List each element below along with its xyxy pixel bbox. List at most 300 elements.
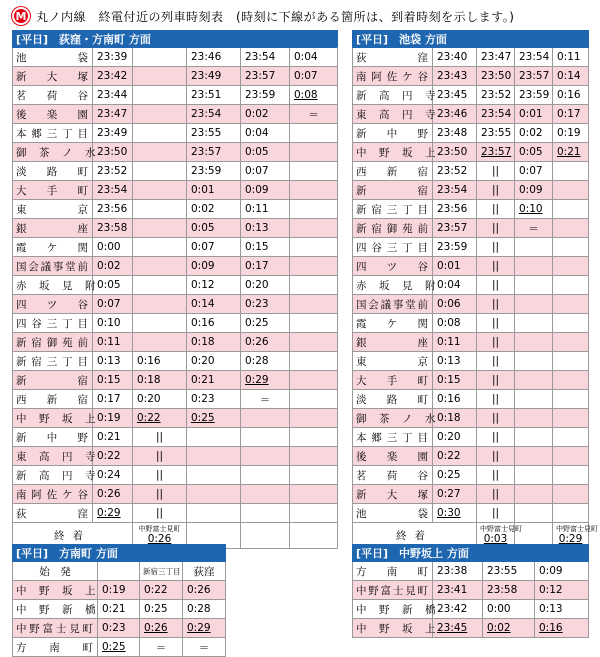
station-name: 新宿御苑前: [353, 219, 433, 238]
time-cell: 0:07: [290, 67, 338, 86]
station-name: 新 大 塚: [13, 67, 93, 86]
time-cell: 23:49: [93, 124, 133, 143]
table-row: [353, 276, 589, 295]
time-cell: 23:50: [433, 143, 477, 162]
time-cell: 23:54: [93, 181, 133, 200]
table-row: [13, 390, 338, 409]
table-heading-row: [13, 31, 338, 48]
table-row: [13, 447, 338, 466]
table-row: [13, 638, 226, 657]
time-cell: 0:23: [241, 295, 290, 314]
time-cell: [515, 371, 553, 390]
time-cell: [290, 162, 338, 181]
time-cell: [133, 48, 187, 67]
station-name: 新宿三丁目: [13, 352, 93, 371]
terminal-label: 終着: [353, 523, 477, 549]
table-row: [353, 562, 589, 581]
time-cell: 0:11: [433, 333, 477, 352]
time-cell: 0:02: [241, 105, 290, 124]
column-header-row: [13, 562, 226, 581]
time-cell: [133, 162, 187, 181]
time-cell: 0:05: [93, 276, 133, 295]
time-cell: ||: [477, 409, 515, 428]
time-cell: [290, 333, 338, 352]
time-cell: 0:01: [187, 181, 241, 200]
table-row: [13, 409, 338, 428]
station-name: 方 南 町: [353, 562, 433, 581]
time-cell: ||: [133, 466, 187, 485]
station-name: 御 茶 ノ 水: [353, 409, 433, 428]
time-cell: 0:25: [187, 409, 241, 428]
time-cell: 0:17: [241, 257, 290, 276]
time-cell: [515, 352, 553, 371]
marunouchi-line-logo-icon: M: [12, 7, 30, 25]
time-cell: 0:25: [98, 638, 140, 657]
station-name: 西 新 宿: [353, 162, 433, 181]
table-heading-row: [13, 545, 226, 562]
table-row: [353, 200, 589, 219]
time-cell: [553, 238, 589, 257]
station-name: 新宿三丁目: [353, 200, 433, 219]
time-cell: 0:09: [515, 181, 553, 200]
time-cell: 0:13: [241, 219, 290, 238]
table-row: [353, 219, 589, 238]
time-cell: 0:08: [433, 314, 477, 333]
empty-cell: [98, 562, 140, 581]
time-cell: 23:49: [187, 67, 241, 86]
station-name: 新 中 野: [13, 428, 93, 447]
station-name: 赤 坂 見 附: [353, 276, 433, 295]
station-name: 国会議事堂前: [13, 257, 93, 276]
time-cell: [133, 333, 187, 352]
time-cell: [515, 485, 553, 504]
time-cell: [187, 428, 241, 447]
page-header: [12, 6, 514, 26]
time-cell: 23:55: [477, 124, 515, 143]
time-cell: 23:59: [187, 162, 241, 181]
terminal-time: 0:26: [147, 533, 172, 545]
time-cell: 0:07: [515, 162, 553, 181]
time-cell: [290, 219, 338, 238]
time-cell: 0:29: [93, 504, 133, 523]
time-cell: [241, 409, 290, 428]
time-cell: 23:54: [515, 48, 553, 67]
time-cell: ||: [477, 238, 515, 257]
time-cell: [553, 181, 589, 200]
station-name: 霞 ケ 関: [13, 238, 93, 257]
time-cell: 0:19: [93, 409, 133, 428]
time-cell: [553, 257, 589, 276]
time-cell: 23:52: [93, 162, 133, 181]
time-cell: 0:30: [433, 504, 477, 523]
time-cell: 0:25: [433, 466, 477, 485]
time-cell: 0:26: [140, 619, 183, 638]
time-cell: [553, 352, 589, 371]
time-cell: 23:46: [433, 105, 477, 124]
table-row: [13, 67, 338, 86]
time-cell: [290, 447, 338, 466]
time-cell: 0:15: [433, 371, 477, 390]
time-cell: 0:22: [433, 447, 477, 466]
table-row: [13, 257, 338, 276]
time-cell: 0:25: [140, 600, 183, 619]
time-cell: 0:27: [433, 485, 477, 504]
time-cell: 0:20: [433, 428, 477, 447]
time-cell: 23:57: [477, 143, 515, 162]
time-cell: 0:21: [93, 428, 133, 447]
station-name: 中 野 新 橋: [353, 600, 433, 619]
station-name: 新 宿: [13, 371, 93, 390]
table-row: [353, 447, 589, 466]
time-cell: 0:24: [93, 466, 133, 485]
time-cell: [241, 447, 290, 466]
station-name: 荻 窪: [353, 48, 433, 67]
time-cell: ＝: [515, 219, 553, 238]
time-cell: 23:54: [241, 48, 290, 67]
column-header: 荻窪: [183, 562, 226, 581]
time-cell: [290, 485, 338, 504]
station-name: 南阿佐ケ谷: [353, 67, 433, 86]
time-cell: [290, 200, 338, 219]
time-cell: ||: [133, 447, 187, 466]
time-cell: [133, 238, 187, 257]
time-cell: [290, 276, 338, 295]
time-cell: [515, 466, 553, 485]
table-row: [353, 581, 589, 600]
time-cell: 0:00: [483, 600, 535, 619]
table-row: [353, 600, 589, 619]
time-cell: [515, 257, 553, 276]
terminal-note: 中野富士見町: [480, 525, 522, 533]
table-row: [353, 257, 589, 276]
table-heading-row: [353, 31, 589, 48]
time-cell: [515, 504, 553, 523]
station-name: 大 手 町: [13, 181, 93, 200]
time-cell: [515, 409, 553, 428]
time-cell: ＝: [290, 105, 338, 124]
station-name: 池 袋: [353, 504, 433, 523]
time-cell: 0:09: [535, 562, 589, 581]
table-row: [13, 86, 338, 105]
time-cell: 23:47: [477, 48, 515, 67]
station-name: 中野富士見町: [353, 581, 433, 600]
time-cell: 0:10: [93, 314, 133, 333]
time-cell: 0:11: [553, 48, 589, 67]
station-name: 後 楽 園: [353, 447, 433, 466]
table-row: [353, 428, 589, 447]
time-cell: 0:13: [433, 352, 477, 371]
time-cell: 0:21: [187, 371, 241, 390]
time-cell: 0:16: [535, 619, 589, 638]
time-cell: [290, 181, 338, 200]
table-row: [353, 409, 589, 428]
table-row: [13, 352, 338, 371]
station-name: 大 手 町: [353, 371, 433, 390]
station-name: 新 高 円 寺: [13, 466, 93, 485]
table-row: [13, 238, 338, 257]
station-name: 中 野 坂 上: [353, 143, 433, 162]
time-cell: 0:13: [535, 600, 589, 619]
time-cell: 0:20: [187, 352, 241, 371]
station-name: 御 茶 ノ 水: [13, 143, 93, 162]
table-row: [13, 371, 338, 390]
time-cell: [515, 447, 553, 466]
station-name: 淡 路 町: [13, 162, 93, 181]
time-cell: 23:57: [187, 143, 241, 162]
time-cell: [290, 390, 338, 409]
table-row: [13, 48, 338, 67]
station-name: 茗 荷 谷: [13, 86, 93, 105]
time-cell: 0:02: [93, 257, 133, 276]
time-cell: 23:42: [93, 67, 133, 86]
time-cell: 0:23: [187, 390, 241, 409]
time-cell: [553, 314, 589, 333]
time-cell: [187, 466, 241, 485]
time-cell: [290, 466, 338, 485]
table-row: [353, 86, 589, 105]
time-cell: 23:43: [433, 67, 477, 86]
terminal-time: 0:29: [558, 533, 583, 545]
time-cell: 0:14: [187, 295, 241, 314]
time-cell: 23:45: [433, 86, 477, 105]
table-row: [353, 105, 589, 124]
timetable-honancho: [12, 544, 226, 657]
time-cell: 0:21: [98, 600, 140, 619]
table-row: [13, 600, 226, 619]
station-name: 後 楽 園: [13, 105, 93, 124]
time-cell: ||: [477, 504, 515, 523]
time-cell: 0:07: [241, 162, 290, 181]
table-row: [353, 371, 589, 390]
station-name: 東 高 円 寺: [13, 447, 93, 466]
time-cell: [290, 409, 338, 428]
time-cell: 23:56: [433, 200, 477, 219]
time-cell: 23:54: [477, 105, 515, 124]
time-cell: ||: [477, 447, 515, 466]
time-cell: [133, 143, 187, 162]
time-cell: 0:19: [553, 124, 589, 143]
time-cell: [290, 352, 338, 371]
time-cell: 0:16: [187, 314, 241, 333]
table-row: [13, 276, 338, 295]
time-cell: 0:26: [93, 485, 133, 504]
time-cell: ||: [477, 485, 515, 504]
time-cell: 23:38: [433, 562, 483, 581]
station-name: 四谷三丁目: [353, 238, 433, 257]
table-row: [13, 466, 338, 485]
station-name: 東 京: [13, 200, 93, 219]
time-cell: ||: [133, 428, 187, 447]
table-row: [353, 48, 589, 67]
station-name: 中野富士見町: [13, 619, 98, 638]
time-cell: 0:26: [241, 333, 290, 352]
time-cell: 23:57: [433, 219, 477, 238]
time-cell: 23:52: [477, 86, 515, 105]
time-cell: ||: [477, 314, 515, 333]
table-row: [13, 333, 338, 352]
time-cell: [133, 276, 187, 295]
station-name: 四 ツ 谷: [13, 295, 93, 314]
time-cell: [553, 295, 589, 314]
station-name: 本郷三丁目: [353, 428, 433, 447]
time-cell: 23:47: [93, 105, 133, 124]
time-cell: [553, 485, 589, 504]
table-row: [353, 466, 589, 485]
station-name: 東 京: [353, 352, 433, 371]
time-cell: 0:15: [93, 371, 133, 390]
station-name: 本郷三丁目: [13, 124, 93, 143]
time-cell: ＝: [183, 638, 226, 657]
time-cell: 0:08: [290, 86, 338, 105]
station-name: 赤 坂 見 附: [13, 276, 93, 295]
time-cell: [133, 86, 187, 105]
time-cell: ||: [133, 485, 187, 504]
terminal-label: 終着: [13, 523, 133, 549]
time-cell: [515, 295, 553, 314]
time-cell: 0:12: [535, 581, 589, 600]
time-cell: [290, 257, 338, 276]
time-cell: [133, 257, 187, 276]
time-cell: [290, 143, 338, 162]
table-row: [13, 143, 338, 162]
station-name: 淡 路 町: [353, 390, 433, 409]
time-cell: [515, 428, 553, 447]
time-cell: 23:58: [483, 581, 535, 600]
time-cell: 23:52: [433, 162, 477, 181]
time-cell: 23:46: [187, 48, 241, 67]
time-cell: 0:11: [93, 333, 133, 352]
table-heading: [平日] 荻窪・方南町 方面: [13, 31, 338, 48]
table-heading-row: [353, 545, 589, 562]
time-cell: 0:26: [183, 581, 226, 600]
time-cell: 23:56: [93, 200, 133, 219]
table-row: [353, 124, 589, 143]
time-cell: ||: [477, 257, 515, 276]
time-cell: [290, 504, 338, 523]
time-cell: 0:05: [515, 143, 553, 162]
time-cell: [241, 466, 290, 485]
terminal-note: 中野富士見町: [138, 525, 181, 533]
timetable-nakano-sakaue: [352, 544, 589, 638]
time-cell: [553, 200, 589, 219]
time-cell: [553, 428, 589, 447]
time-cell: 0:01: [515, 105, 553, 124]
station-name: 四 ツ 谷: [353, 257, 433, 276]
time-cell: [515, 314, 553, 333]
time-cell: 0:06: [433, 295, 477, 314]
table-row: [353, 352, 589, 371]
table-row: [13, 504, 338, 523]
table-heading: [平日] 中野坂上 方面: [353, 545, 589, 562]
time-cell: 0:25: [241, 314, 290, 333]
station-name: 銀 座: [353, 333, 433, 352]
time-cell: 0:16: [133, 352, 187, 371]
time-cell: 23:51: [187, 86, 241, 105]
time-cell: 23:58: [93, 219, 133, 238]
time-cell: 23:48: [433, 124, 477, 143]
time-cell: 0:16: [553, 86, 589, 105]
timetable-ikebukuro: [352, 30, 598, 549]
station-name: 新 高 円 寺: [353, 86, 433, 105]
time-cell: [133, 105, 187, 124]
time-cell: 0:02: [483, 619, 535, 638]
empty-cell: [241, 523, 290, 549]
time-cell: 0:29: [183, 619, 226, 638]
time-cell: 23:50: [93, 143, 133, 162]
time-cell: [133, 219, 187, 238]
table-row: [13, 124, 338, 143]
station-name: 新 大 塚: [353, 485, 433, 504]
time-cell: 23:59: [515, 86, 553, 105]
time-cell: 23:40: [433, 48, 477, 67]
time-cell: 0:11: [241, 200, 290, 219]
table-row: [353, 143, 589, 162]
time-cell: [241, 428, 290, 447]
table-row: [353, 390, 589, 409]
table-row: [13, 295, 338, 314]
time-cell: 23:39: [93, 48, 133, 67]
time-cell: ||: [477, 295, 515, 314]
time-cell: 0:04: [290, 48, 338, 67]
time-cell: ||: [477, 371, 515, 390]
time-cell: 0:15: [241, 238, 290, 257]
time-cell: [290, 371, 338, 390]
time-cell: 23:54: [187, 105, 241, 124]
station-name: 四谷三丁目: [13, 314, 93, 333]
table-row: [353, 619, 589, 638]
time-cell: 0:22: [133, 409, 187, 428]
column-header: 始 発: [13, 562, 98, 581]
time-cell: 23:50: [477, 67, 515, 86]
table-row: [13, 162, 338, 181]
time-cell: 23:59: [433, 238, 477, 257]
timetable-ogikubo-honancho: [12, 30, 338, 549]
time-cell: 0:18: [187, 333, 241, 352]
time-cell: 0:05: [187, 219, 241, 238]
table-row: [353, 314, 589, 333]
time-cell: ||: [477, 333, 515, 352]
table-row: [13, 181, 338, 200]
time-cell: ||: [477, 352, 515, 371]
station-name: 中 野 坂 上: [13, 409, 93, 428]
time-cell: [187, 504, 241, 523]
time-cell: [553, 371, 589, 390]
time-cell: [553, 466, 589, 485]
time-cell: 0:29: [241, 371, 290, 390]
time-cell: 0:18: [133, 371, 187, 390]
table-row: [353, 295, 589, 314]
time-cell: [515, 333, 553, 352]
time-cell: 0:21: [553, 143, 589, 162]
station-name: 霞 ケ 関: [353, 314, 433, 333]
time-cell: [187, 447, 241, 466]
time-cell: [553, 390, 589, 409]
time-cell: [133, 124, 187, 143]
station-name: 銀 座: [13, 219, 93, 238]
table-row: [13, 200, 338, 219]
table-row: [13, 428, 338, 447]
station-name: 中 野 坂 上: [353, 619, 433, 638]
table-row: [353, 67, 589, 86]
time-cell: 0:12: [187, 276, 241, 295]
time-cell: [241, 504, 290, 523]
table-heading: [平日] 方南町 方面: [13, 545, 226, 562]
time-cell: 23:45: [433, 619, 483, 638]
table-row: [13, 105, 338, 124]
time-cell: [553, 276, 589, 295]
time-cell: 0:16: [433, 390, 477, 409]
time-cell: 23:57: [241, 67, 290, 86]
